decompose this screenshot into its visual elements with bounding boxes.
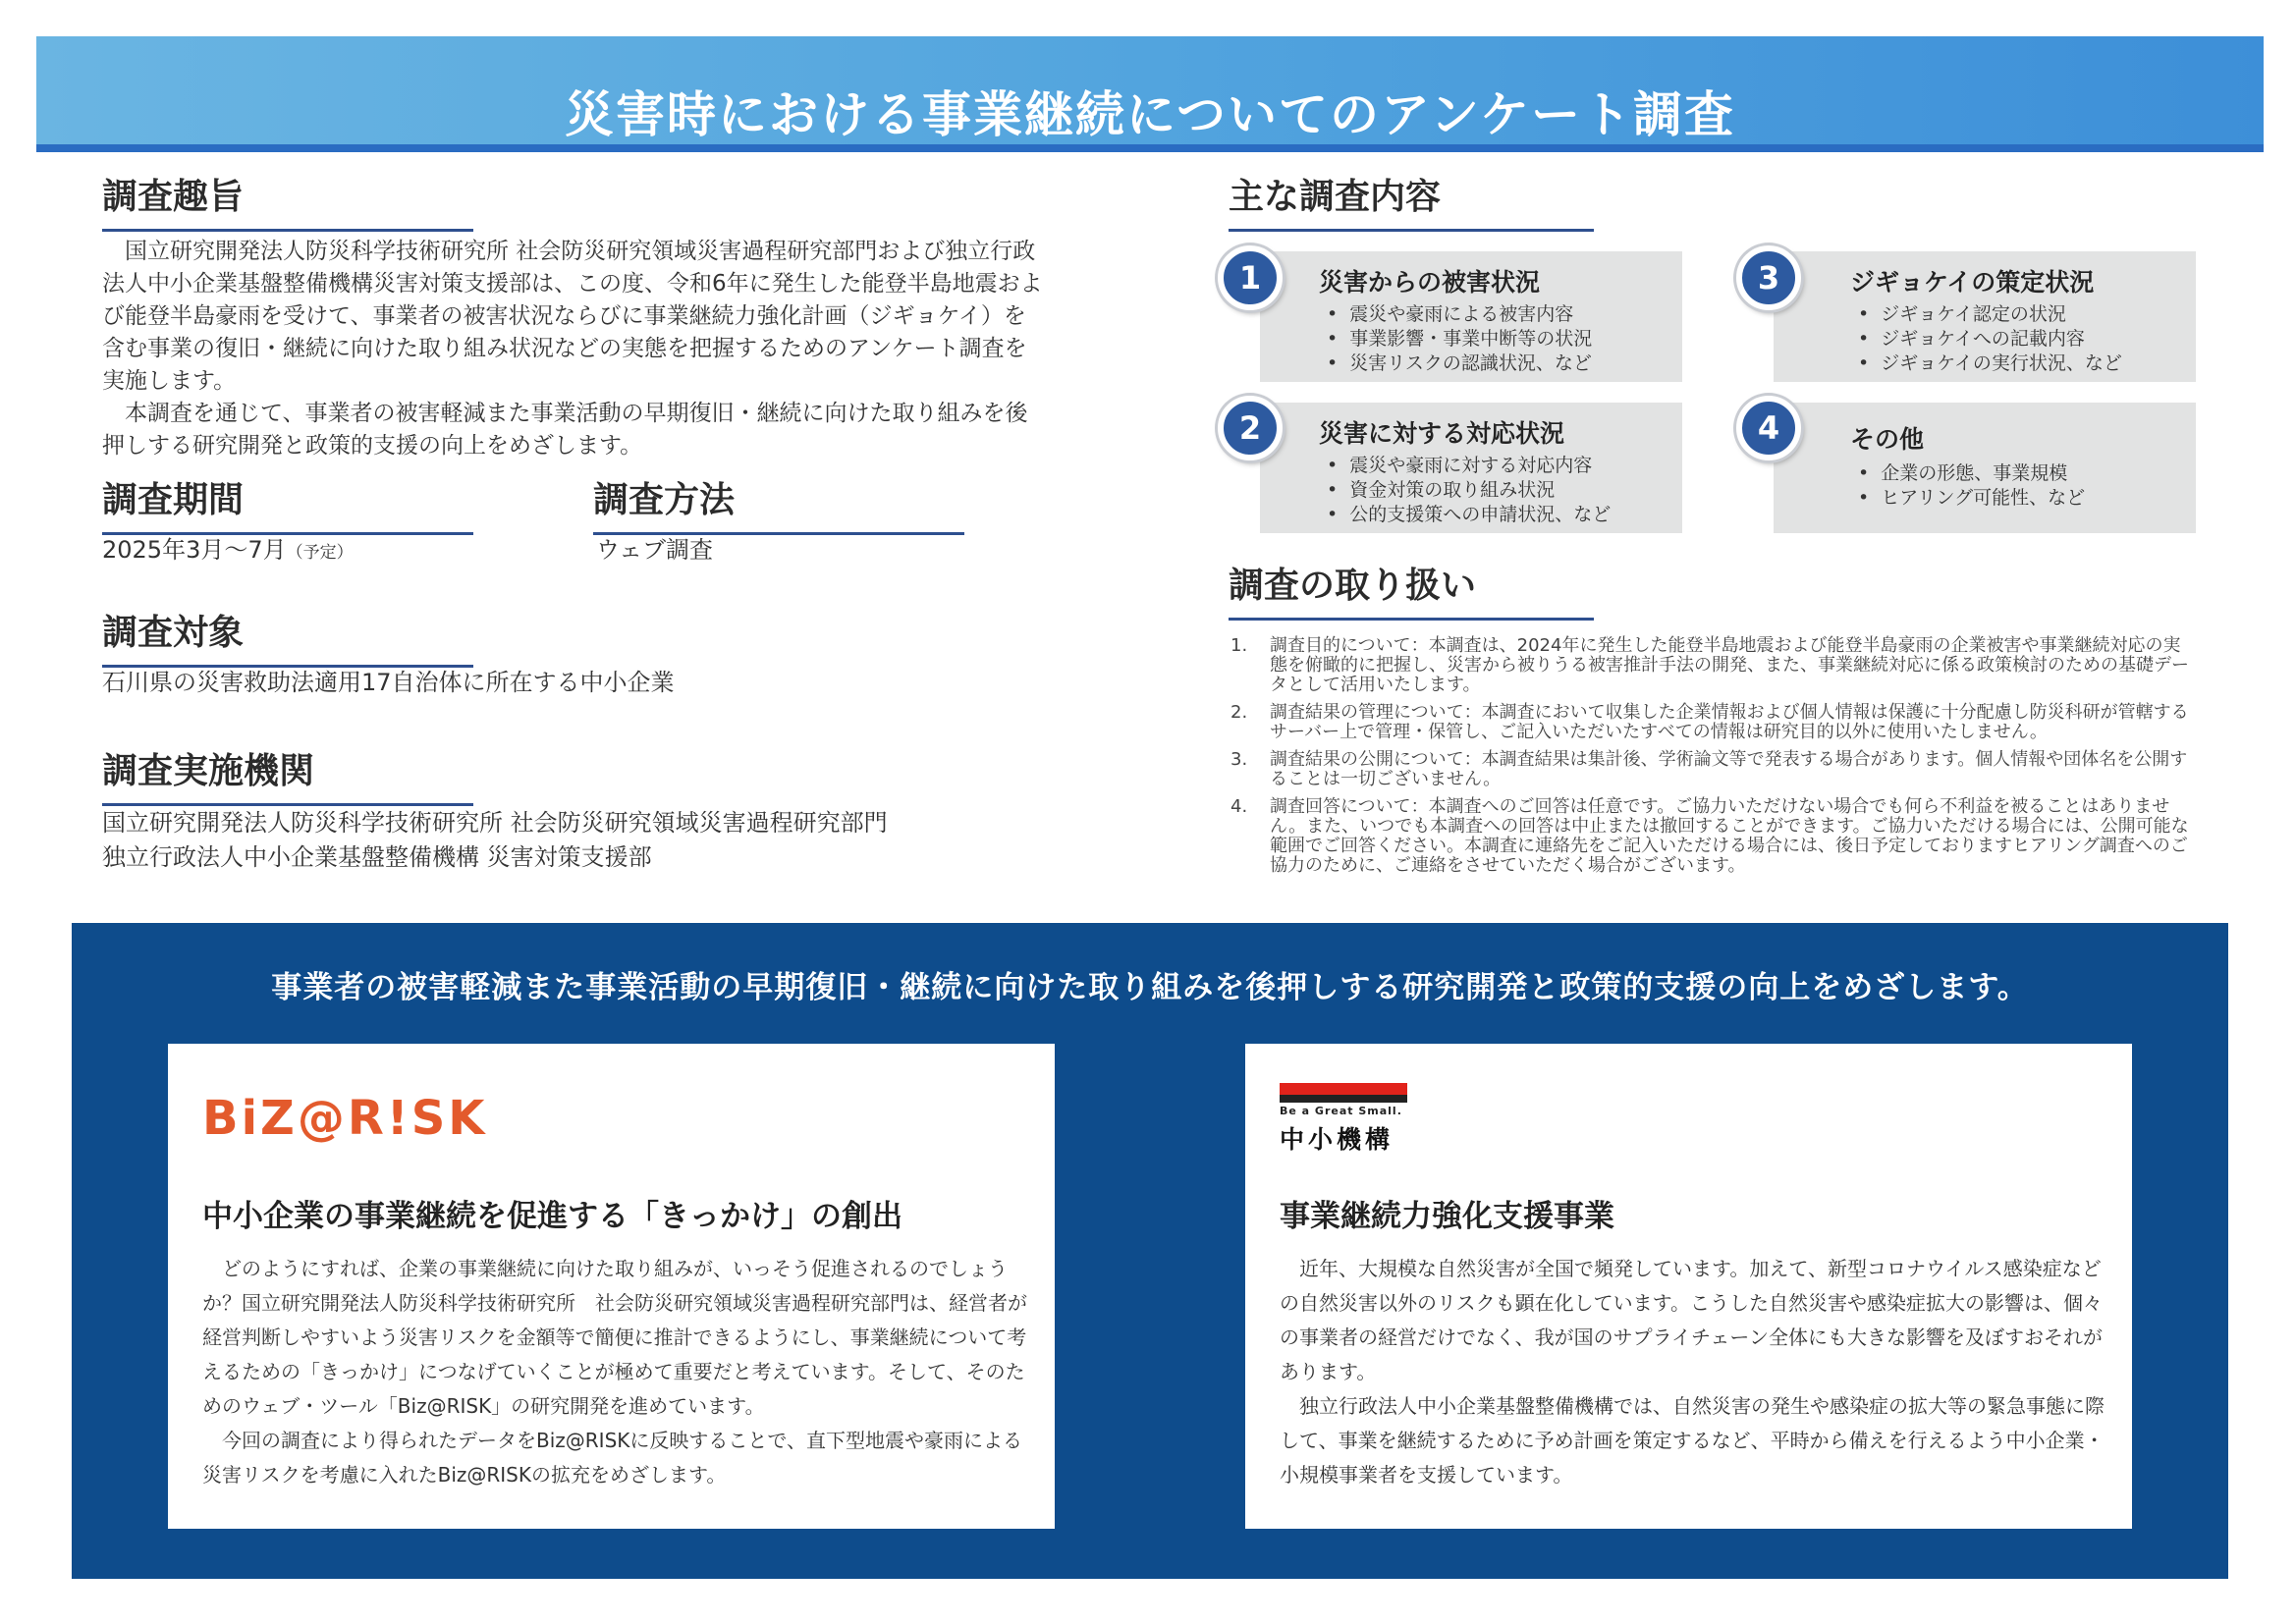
organizations-list <box>102 806 888 875</box>
content-item-4 <box>1774 403 2196 533</box>
period-heading: 調査期間 <box>102 472 473 535</box>
number-badge-2: 2 <box>1218 396 1283 460</box>
handling-item <box>1230 703 2197 742</box>
smrj-logo-red-bar <box>1280 1083 1407 1095</box>
title-banner <box>36 36 2264 152</box>
organization-line: 国立研究開発法人防災科学技術研究所 社会防災研究領域災害過程研究部門 <box>102 809 888 837</box>
card-paragraph: 独立行政法人中小企業基盤整備機構では、自然災害の発生や感染症の拡大等の緊急事態に際して、事業を継続するために予め計画を策定するなど、平時から備えを行えるよう中小企業・小規模事業者を支援しています。 <box>1280 1394 2105 1487</box>
content-item-bullets <box>1858 302 2122 376</box>
content-item-2 <box>1260 403 1682 533</box>
bizrisk-card <box>168 1044 1055 1529</box>
contents-heading: 主な調査内容 <box>1229 169 1594 232</box>
content-item-3 <box>1774 251 2196 382</box>
content-bullet: • 災害リスクの認識状況、など <box>1327 352 1592 376</box>
content-bullet: • ヒアリング可能性、など <box>1858 486 2085 511</box>
target-value: 石川県の災害救助法適用17自治体に所在する中小企業 <box>102 669 675 696</box>
bizrisk-card-body <box>202 1252 1027 1492</box>
smrj-card-heading: 事業継続力強化支援事業 <box>1280 1199 1614 1234</box>
handling-text: 調査結果の管理について：本調査において収集した企業情報および個人情報は保護に十分配慮し防災科研が管轄するサーバー上で管理・保管し、ご記入いただいたすべての情報は研究目的以外に使用いたしません。 <box>1270 702 2189 742</box>
content-bullet: • ジギョケイ認定の状況 <box>1858 302 2122 327</box>
content-item-title: ジギョケイの策定状況 <box>1850 268 2095 297</box>
organization-line: 独立行政法人中小企業基盤整備機構 災害対策支援部 <box>102 843 652 871</box>
handling-text: 調査結果の公開について：本調査結果は集計後、学術論文等で発表する場合があります。個人情報や団体名を公開することは一切ございません。 <box>1270 749 2188 789</box>
content-item-bullets <box>1327 454 1611 527</box>
handling-number: 4. <box>1230 796 1248 817</box>
content-item-title: 災害に対する対応状況 <box>1319 419 1565 448</box>
handling-number: 3. <box>1230 749 1248 770</box>
handling-number: 1. <box>1230 635 1248 656</box>
handling-item <box>1230 750 2197 789</box>
handling-text: 調査回答について：本調査へのご回答は任意です。ご協力いただけない場合でも何ら不利益を被ることはありません。また、いつでも本調査への回答は中止または撤回することができます。ご協力いただける場合には、公開可能な範囲でご回答ください。本調査に連絡先をご記入いただける場合には、後日予定しておりますヒアリング調査へのご協力のために、ご連絡をさせていただく場合がございます。 <box>1270 796 2189 876</box>
content-bullet: • 企業の形態、事業規模 <box>1858 461 2085 486</box>
organizations-heading: 調査実施機関 <box>102 743 473 806</box>
handling-text: 調査目的について：本調査は、2024年に発生した能登半島地震および能登半島豪雨の企業被害や事業継続対応の実態を俯瞰的に把握し、災害から被りうる被害推計手法の開発、また、事業継続対応に係る政策検討のための基礎データとして活用いたします。 <box>1270 635 2189 695</box>
smrj-card <box>1245 1044 2132 1529</box>
smrj-card-body <box>1280 1252 2105 1492</box>
card-paragraph: 近年、大規模な自然災害が全国で頻発しています。加えて、新型コロナウイルス感染症などの自然災害以外のリスクも顕在化しています。こうした自然災害や感染症拡大の影響は、個々の事業者の経営だけでなく、我が国のサプライチェーン全体にも大きな影響を及ぼすおそれがあります。 <box>1280 1257 2103 1383</box>
purpose-text <box>102 236 1045 462</box>
handling-item <box>1230 636 2197 695</box>
purpose-heading: 調査趣旨 <box>102 169 473 232</box>
handling-list <box>1230 636 2197 884</box>
card-paragraph: どのようにすれば、企業の事業継続に向けた取り組みが、いっそう促進されるのでしょうか？国立研究開発法人防災科学技術研究所 社会防災研究領域災害過程研究部門は、経営者が経営判断しやすいよう災害リスクを金額等で簡便に推計できるようにし、事業継続について考えるための「きっかけ」につなげていくことが極めて重要だと考えています。そして、そのためのウェブ・ツール「Biz@RISK」の研究開発を進めています。 <box>202 1257 1027 1418</box>
content-bullet: • 震災や豪雨による被害内容 <box>1327 302 1592 327</box>
number-badge-1: 1 <box>1218 245 1283 310</box>
panel-tagline: 事業者の被害軽減また事業活動の早期復旧・継続に向けた取り組みを後押しする研究開発と政策的支援の向上をめざします。 <box>271 970 2029 1005</box>
content-bullet: • 公的支援策への申請状況、など <box>1327 503 1611 527</box>
purpose-paragraph: 国立研究開発法人防災科学技術研究所 社会防災研究領域災害過程研究部門および独立行政法人中小企業基盤整備機構災害対策支援部は、この度、令和6年に発生した能登半島地震および能登半島豪雨を受けて、事業者の被害状況ならびに事業継続力強化計画（ジギョケイ）を含む事業の復旧・継続に向けた取り組み状況などの実態を把握するためのアンケート調査を実施します。 <box>102 239 1043 394</box>
card-paragraph: 今回の調査により得られたデータをBiz@RISKに反映することで、直下型地震や豪雨による災害リスクを考慮に入れたBiz@RISKの拡充をめざします。 <box>202 1429 1022 1487</box>
smrj-logo <box>1280 1083 1417 1160</box>
target-heading: 調査対象 <box>102 605 473 668</box>
smrj-logo-black-bar <box>1280 1095 1407 1103</box>
content-bullet: • ジギョケイの実行状況、など <box>1858 352 2122 376</box>
handling-heading: 調査の取り扱い <box>1229 558 1594 621</box>
smrj-logo-name: 中小機構 <box>1280 1125 1394 1154</box>
content-bullet: • ジギョケイへの記載内容 <box>1858 327 2122 352</box>
content-item-title: 災害からの被害状況 <box>1319 268 1541 297</box>
method-value: ウェブ調査 <box>596 536 714 564</box>
bizrisk-card-heading: 中小企業の事業継続を促進する「きっかけ」の創出 <box>202 1199 902 1234</box>
smrj-logo-tagline: Be a Great Small. <box>1280 1105 1402 1117</box>
period-dates: 2025年3月〜7月 <box>102 536 287 564</box>
content-bullet: • 震災や豪雨に対する対応内容 <box>1327 454 1611 478</box>
content-bullet: • 事業影響・事業中断等の状況 <box>1327 327 1592 352</box>
method-heading: 調査方法 <box>593 472 964 535</box>
content-item-title: その他 <box>1850 425 1925 454</box>
period-value <box>102 534 354 569</box>
handling-number: 2. <box>1230 702 1248 723</box>
content-item-1 <box>1260 251 1682 382</box>
number-badge-3: 3 <box>1736 245 1801 310</box>
number-badge-4: 4 <box>1736 396 1801 460</box>
content-item-bullets <box>1858 461 2085 511</box>
period-note: （予定） <box>286 543 354 563</box>
page-title: 災害時における事業継続についてのアンケート調査 <box>565 86 1735 143</box>
purpose-paragraph: 本調査を通じて、事業者の被害軽減また事業活動の早期復旧・継続に向けた取り組みを後押しする研究開発と政策的支援の向上をめざします。 <box>102 401 1028 459</box>
content-bullet: • 資金対策の取り組み状況 <box>1327 478 1611 503</box>
bizrisk-logo: BiZ@R!SK <box>202 1091 488 1146</box>
handling-item <box>1230 797 2197 876</box>
content-item-bullets <box>1327 302 1592 376</box>
